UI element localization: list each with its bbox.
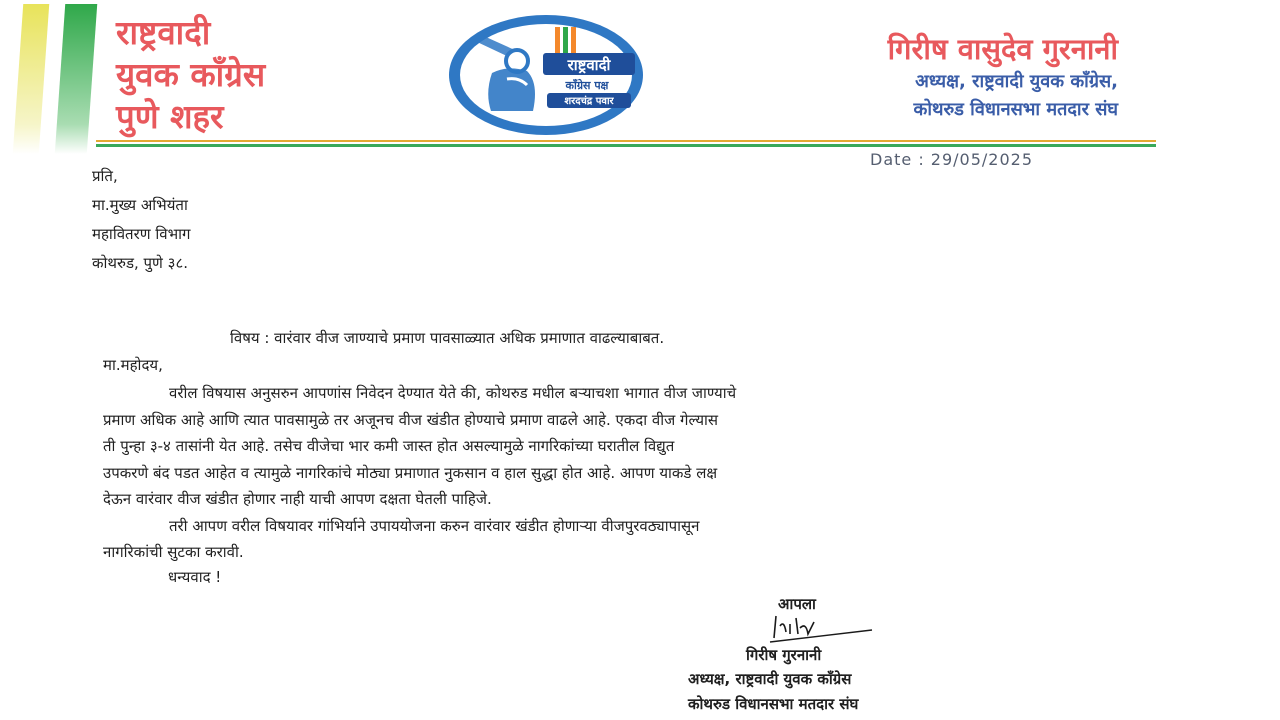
sender-constituency: कोथरुड विधानसभा मतदार संघ — [913, 99, 1118, 120]
signatory-constituency: कोथरुड विधानसभा मतदार संघ — [688, 695, 859, 713]
recipient-line-1: मा.मुख्य अभियंता — [92, 196, 188, 214]
recipient-prefix: प्रति, — [92, 167, 118, 185]
logo-party-name: राष्ट्रवादी — [567, 56, 611, 74]
paragraph-1-line: उपकरणे बंद पडत आहेत व त्यामुळे नागरिकांचे मोठ्या प्रमाणात नुकसान व हाल सुद्धा होत आहे. आपण याकडे लक्ष — [103, 463, 718, 482]
party-logo-emblem-icon — [447, 13, 645, 137]
handwritten-signature-icon — [768, 612, 878, 646]
org-line-2: युवक काँग्रेस — [116, 55, 266, 94]
header-divider-green — [96, 144, 1156, 147]
signature-closing: आपला — [778, 595, 816, 613]
closing-thanks: धन्यवाद ! — [168, 568, 222, 586]
paragraph-2-line: तरी आपण वरील विषयावर गांभिर्याने उपाययोजना करुन वारंवार खंडीत होणाऱ्या वीजपुरवठ्यापासून — [169, 516, 700, 535]
paragraph-1-line: प्रमाण अधिक आहे आणि त्यात पावसामुळे तर अजूनच वीज खंडीत होण्याचे प्रमाण वाढले आहे. एकदा वीज गेल्यास — [103, 410, 719, 429]
green-stripe — [55, 4, 97, 154]
paragraph-2-line: नागरिकांची सुटका करावी. — [103, 543, 244, 561]
letter-date: Date : 29/05/2025 — [870, 150, 1034, 169]
sender-name: गिरीष वासुदेव गुरनानी — [887, 32, 1118, 66]
letter-subject: विषय : वारंवार वीज जाण्याचे प्रमाण पावसाळ्यात अधिक प्रमाणात वाढल्याबाबत. — [230, 329, 665, 347]
header-divider-gold — [96, 140, 1156, 142]
recipient-address — [92, 162, 190, 278]
sender-designation: अध्यक्ष, राष्ट्रवादी युवक कॉंग्रेस, — [915, 71, 1118, 92]
org-line-1: राष्ट्रवादी — [116, 13, 211, 52]
logo-leader-name: शरदचंद्र पवार — [564, 96, 614, 107]
recipient-line-3: कोथरुड, पुणे ३८. — [92, 254, 189, 272]
sender-letterhead — [888, 30, 1118, 124]
org-line-3: पुणे शहर — [116, 97, 224, 136]
signatory-name: गिरीष गुरनानी — [746, 646, 822, 664]
paragraph-1-line: देऊन वारंवार वीज खंडीत होणार नाही याची आपण दक्षता घेतली पाहिजे. — [103, 490, 492, 508]
paragraph-1-line: ती पुन्हा ३-४ तासांनी येत आहे. तसेच वीजेचा भार कमी जास्त होत असल्यामुळे नागरिकांच्या घरातील विद्युत — [103, 437, 675, 455]
recipient-line-2: महावितरण विभाग — [92, 225, 191, 243]
yellow-stripe — [13, 4, 49, 154]
flag-stripes-decoration — [18, 4, 102, 154]
letter-body — [103, 380, 1093, 566]
paragraph-1-line: वरील विषयास अनुसरुन आपणांस निवेदन देण्यात येते की, कोथरुड मधील बऱ्याचशा भागात वीज जाण्याचे — [169, 384, 737, 402]
signatory-title: अध्यक्ष, राष्ट्रवादी युवक कॉंग्रेस — [688, 670, 852, 688]
organization-name — [116, 12, 265, 138]
logo-party-sub: कॉंग्रेस पक्ष — [565, 79, 609, 92]
salutation: मा.महोदय, — [103, 356, 163, 374]
party-logo — [447, 13, 645, 137]
